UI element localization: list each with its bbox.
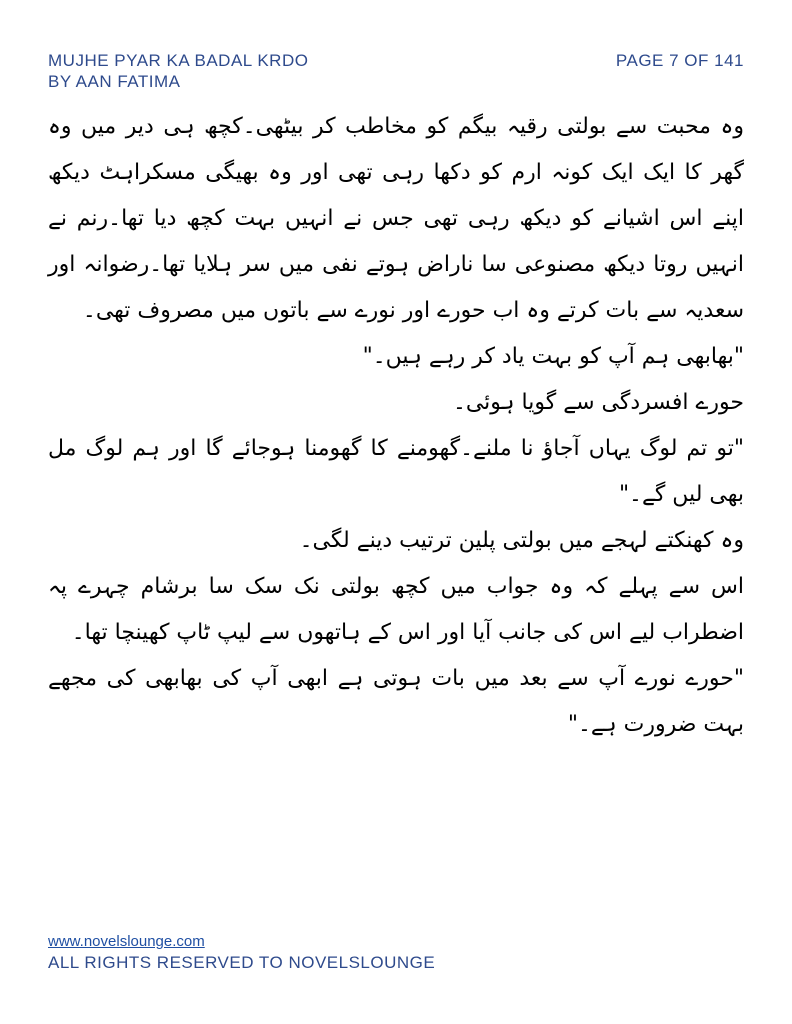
header-left-block	[48, 50, 308, 92]
paragraph-5: وہ کھنکتے لہجے میں بولتی پلین ترتیب دینے لگی۔	[299, 528, 744, 553]
author-name: BY AAN FATIMA	[48, 72, 181, 91]
paragraph-7: "حورے نورے آپ سے بعد میں بات ہوتی ہے ابھی آپ کی بھابھی کی مجھے بہت ضرورت ہے۔"	[48, 666, 744, 737]
website-link[interactable]: www.novelslounge.com	[48, 933, 205, 950]
paragraph-4: "تو تم لوگ یہاں آجاؤ نا ملنے۔گھومنے کا گھومنا ہوجائے گا اور ہم لوگ مل بھی لیں گے۔"	[48, 436, 744, 507]
story-body	[48, 104, 744, 748]
paragraph-6: اس سے پہلے کہ وہ جواب میں کچھ بولتی نک سک سا برشام چہرے پہ اضطراب لیے اس کی جانب آیا اور اس کے ہاتھوں سے لیپ ٹاپ کھینچا تھا۔	[48, 574, 744, 645]
page-footer	[48, 932, 435, 974]
paragraph-1: وہ محبت سے بولتی رقیہ بیگم کو مخاطب کر بیٹھی۔کچھ ہی دیر میں وہ گھر کا ایک ایک کونہ ارم کو دکھا رہی تھی اور وہ بھیگی مسکراہٹ دیکھ اپنے اس اشیانے کو دیکھ رہی تھی جس نے انہیں بہت کچھ دیا تھا۔رنم نے انہیں روتا دیکھ مصنوعی سا ناراض ہوتے نفی میں سر ہلایا تھا۔رضوانہ اور سعدیہ سے بات کرتے وہ اب حورے اور نورے سے باتوں میں مصروف تھی۔	[48, 114, 744, 323]
paragraph-3: حورے افسردگی سے گویا ہوئی۔	[452, 390, 744, 415]
paragraph-2: "بھابھی ہم آپ کو بہت یاد کر رہے ہیں۔"	[362, 344, 744, 369]
page-indicator: PAGE 7 OF 141	[615, 51, 744, 70]
rights-notice: ALL RIGHTS RESERVED TO NOVELSLOUNGE	[48, 953, 436, 972]
novel-title: MUJHE PYAR KA BADAL KRDO	[48, 51, 309, 70]
